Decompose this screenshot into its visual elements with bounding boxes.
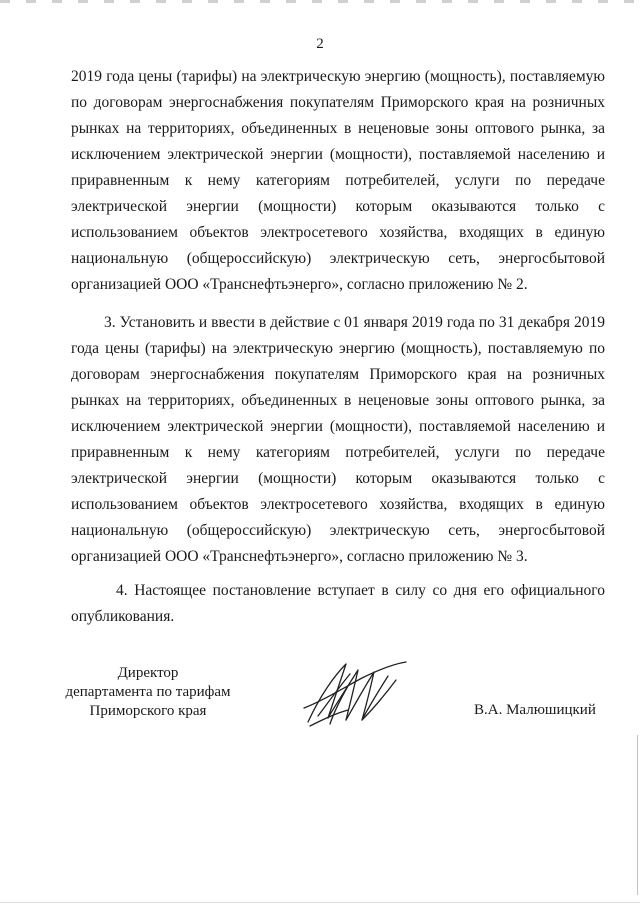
text-line: электрической энергии (мощности) которым оказываются только с xyxy=(71,198,605,215)
text-line: приравненным к нему категориям потребителей, услуги по передаче xyxy=(71,444,605,461)
signature-block xyxy=(0,664,640,734)
text-line: 2019 года цены (тарифы) на электрическую энергию (мощность), поставляемую xyxy=(71,314,606,357)
text-line: опубликования. xyxy=(71,608,175,625)
text-line: 3. Установить и ввести в действие с 01 января 2019 года по 31 декабря xyxy=(104,314,571,331)
text-line: использованием объектов электросетевого хозяйства, входящих в единую xyxy=(71,496,605,513)
text-line: по договорам энергоснабжения покупателям Приморского края на розничных xyxy=(71,340,605,383)
text-line: 2019 года цены (тарифы) на электрическую энергию (мощность), поставляемую xyxy=(71,68,605,85)
text-line: по договорам энергоснабжения покупателям Приморского края на розничных xyxy=(71,94,605,111)
signatory-title-line: Приморского края xyxy=(89,703,207,719)
text-line: исключением электрической энергии (мощности), поставляемой населению и xyxy=(71,418,605,435)
scan-edge-bottom xyxy=(0,902,640,903)
signatory-title xyxy=(58,664,238,721)
text-line: организацией ООО «Транснефтьэнерго», согласно приложению № 3. xyxy=(71,548,528,565)
scan-edge-right xyxy=(637,735,638,895)
handwritten-signature xyxy=(300,656,410,730)
scan-edge-top xyxy=(0,0,640,3)
text-line: исключением электрической энергии (мощности), поставляемой населению и xyxy=(71,146,605,163)
text-line: национальную (общероссийскую) электрическую сеть, энергосбытовой xyxy=(71,250,605,267)
signatory-title-line: Директор xyxy=(117,665,179,681)
paragraph-tariff-appendix-2 xyxy=(71,64,605,298)
text-line: организацией ООО «Транснефтьэнерго», согласно приложению № 2. xyxy=(71,276,528,293)
text-line: рынках на территориях, объединенных в неценовые зоны оптового рынка, за xyxy=(71,392,605,409)
paragraph-item-4 xyxy=(71,578,605,630)
paragraph-item-3 xyxy=(71,310,605,570)
text-line: 4. Настоящее постановление вступает в силу со дня его официального xyxy=(116,582,605,599)
signatory-name: В.А. Малюшицкий xyxy=(474,702,596,718)
text-line: рынках на территориях, объединенных в неценовые зоны оптового рынка, за xyxy=(71,120,605,137)
text-line: приравненным к нему категориям потребителей, услуги по передаче xyxy=(71,172,605,189)
page-number: 2 xyxy=(316,36,324,52)
text-line: национальную (общероссийскую) электрическую сеть, энергосбытовой xyxy=(71,522,605,539)
signatory-title-line: департамента по тарифам xyxy=(65,684,231,700)
text-line: использованием объектов электросетевого хозяйства, входящих в единую xyxy=(71,224,605,241)
document-body xyxy=(71,64,605,630)
text-line: электрической энергии (мощности) которым оказываются только с xyxy=(71,470,605,487)
